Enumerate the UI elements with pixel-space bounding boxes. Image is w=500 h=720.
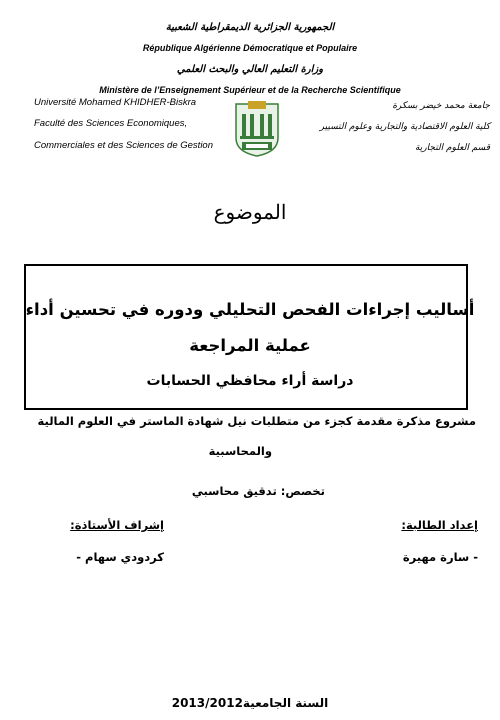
ministry-name-arabic: وزارة التعليم العالي والبحث العلمي — [176, 64, 324, 75]
republic-name-arabic: الجمهورية الجزائرية الديمقراطية الشعبية — [165, 22, 335, 33]
thesis-description-line2: والمحاسبية — [208, 444, 272, 458]
faculty-name-french-line2: Commerciales et des Sciences de Gestion — [34, 140, 213, 151]
republic-name-french: République Algérienne Démocratique et Populaire — [142, 43, 358, 53]
supervisor-name: كردودي سهام - — [76, 550, 164, 564]
university-name-arabic: جامعة محمد خيضر بسكرة — [392, 101, 490, 111]
faculty-name-arabic: كلية العلوم الاقتصادية والتجارية وعلوم التسيير — [319, 122, 490, 132]
academic-year: السنة الجامعية2013/2012 — [171, 696, 329, 710]
department-name-arabic: قسم العلوم التجارية — [414, 143, 490, 153]
subject-label: الموضوع — [213, 200, 287, 224]
student-name: - سارة مهيرة — [402, 550, 478, 564]
prepared-by-label: إعداد الطالبة: — [401, 518, 478, 532]
faculty-name-french-line1: Faculté des Sciences Economiques, — [34, 118, 188, 129]
thesis-title-line2: عملية المراجعة — [189, 336, 311, 355]
thesis-description-line1: مشروع مذكرة مقدمة كجزء من متطلبات نيل شهادة الماستر في العلوم المالية — [37, 414, 476, 428]
specialty: تخصص: تدقيق محاسبي — [191, 484, 325, 498]
thesis-subtitle: دراسة أراء محافظي الحسابات — [146, 373, 354, 389]
supervised-by-label: إشراف الأستاذة: — [70, 518, 164, 532]
ministry-name-french: Ministère de l’Enseignement Supérieur et de la Recherche Scientifique — [99, 85, 401, 95]
university-logo — [232, 98, 282, 158]
university-name-french: Université Mohamed KHIDHER-Biskra — [34, 97, 197, 108]
thesis-title-line1: أساليب إجراءات الفحص التحليلي ودوره في تحسين أداء — [25, 300, 475, 319]
